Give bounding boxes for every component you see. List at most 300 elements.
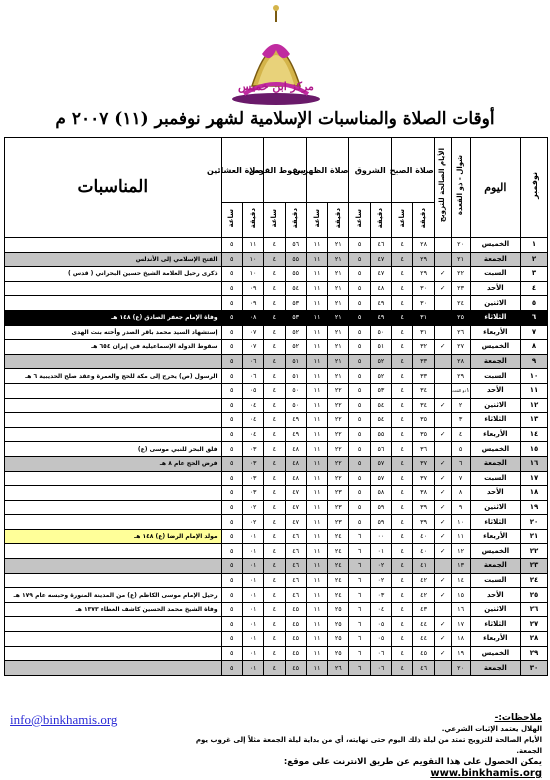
dhuhr-minute: ٢٥ <box>328 632 349 647</box>
fajr-hour: ٤ <box>392 310 413 325</box>
notes-title: ملاحظات:- <box>494 713 542 723</box>
hijri-date: ٢ <box>451 398 470 413</box>
sunset-hour: ٤ <box>264 398 285 413</box>
isha-minute: ٠٢ <box>242 500 263 515</box>
isha-minute: ٠١ <box>242 632 263 647</box>
sunset-hour: ٤ <box>264 427 285 442</box>
sunrise-hour: ٥ <box>349 398 370 413</box>
table-row <box>5 515 548 530</box>
sunrise-hour: ٦ <box>349 544 370 559</box>
sunrise-minute: ٠٣ <box>370 588 391 603</box>
table-row <box>5 354 548 369</box>
website-text: يمكن الحصول على هذا التقويم عن طريق الانترنت على موقع: <box>283 757 542 767</box>
fajr-minute: ٣١ <box>413 325 434 340</box>
isha-minute: ٠٥ <box>242 383 263 398</box>
day-name: الخميس <box>470 442 520 457</box>
day-name: السبت <box>470 267 520 282</box>
sunset-minute: ٤٨ <box>285 442 306 457</box>
fajr-hour: ٤ <box>392 267 413 282</box>
day-number: ١٨ <box>521 486 548 501</box>
event-text <box>5 486 222 501</box>
isha-hour: ٥ <box>221 310 242 325</box>
sunrise-minute: ٥٠ <box>370 325 391 340</box>
sunset-hour: ٤ <box>264 442 285 457</box>
table-row <box>5 632 548 647</box>
dhuhr-minute: ٢٢ <box>328 471 349 486</box>
sunset-hour: ٤ <box>264 252 285 267</box>
fajr-hour: ٤ <box>392 281 413 296</box>
event-text <box>5 383 222 398</box>
hijri-date: ٧ <box>451 471 470 486</box>
sunset-minute: ٤٩ <box>285 413 306 428</box>
sunrise-minute: ٥٤ <box>370 413 391 428</box>
sunset-minute: ٥٦ <box>285 238 306 253</box>
marriage-check: ✓ <box>434 471 451 486</box>
sunrise-minute: ٥٥ <box>370 427 391 442</box>
isha-hour: ٥ <box>221 340 242 355</box>
sunset-minute: ٥٢ <box>285 340 306 355</box>
fajr-hour: ٤ <box>392 238 413 253</box>
day-name: الجمعة <box>470 661 520 676</box>
dhuhr-hour: ١١ <box>306 632 327 647</box>
day-number: ٢٦ <box>521 602 548 617</box>
event-text: ذكرى رحيل العلامة الشيخ حسين البحراني ( قدس ) <box>5 267 222 282</box>
marriage-check <box>434 354 451 369</box>
table-row <box>5 238 548 253</box>
day-name: الجمعة <box>470 456 520 471</box>
day-name: الأحد <box>470 383 520 398</box>
day-name: الجمعة <box>470 354 520 369</box>
sunrise-minute: ٠٢ <box>370 559 391 574</box>
day-number: ١٢ <box>521 398 548 413</box>
sunset-hour: ٤ <box>264 661 285 676</box>
event-text <box>5 573 222 588</box>
table-row <box>5 427 548 442</box>
dhuhr-minute: ٢٤ <box>328 588 349 603</box>
isha-minute: ٠٧ <box>242 340 263 355</box>
sunset-minute: ٤٦ <box>285 544 306 559</box>
fajr-minute: ٣٠ <box>413 281 434 296</box>
event-text <box>5 238 222 253</box>
dhuhr-hour: ١١ <box>306 398 327 413</box>
day-number: ٣٠ <box>521 661 548 676</box>
hijri-date: ٨ <box>451 486 470 501</box>
day-name: السبت <box>470 573 520 588</box>
fajr-minute: ٣٤ <box>413 383 434 398</box>
dhuhr-hour: ١١ <box>306 281 327 296</box>
table-row <box>5 383 548 398</box>
hijri-date: ١٥ <box>451 588 470 603</box>
isha-hour: ٥ <box>221 369 242 384</box>
day-number: ٢٨ <box>521 632 548 647</box>
marriage-check <box>434 296 451 311</box>
table-row <box>5 529 548 544</box>
fajr-minute: ٣٢ <box>413 340 434 355</box>
sunset-minute: ٥٣ <box>285 310 306 325</box>
sunset-minute: ٤٦ <box>285 559 306 574</box>
day-name: الاثنين <box>470 500 520 515</box>
header-hour: ساعة <box>269 208 278 228</box>
marriage-check <box>434 310 451 325</box>
dhuhr-minute: ٢١ <box>328 340 349 355</box>
table-row <box>5 500 548 515</box>
dhuhr-hour: ١١ <box>306 383 327 398</box>
hijri-date: ٢٠ <box>451 238 470 253</box>
fajr-hour: ٤ <box>392 632 413 647</box>
hijri-date: ١٢ <box>451 544 470 559</box>
fajr-minute: ٤٢ <box>413 573 434 588</box>
sunrise-hour: ٦ <box>349 559 370 574</box>
isha-hour: ٥ <box>221 559 242 574</box>
sunset-minute: ٥٣ <box>285 296 306 311</box>
day-name: السبت <box>470 471 520 486</box>
isha-minute: ٠٢ <box>242 515 263 530</box>
header-hijri: شوال - ذو القعدة <box>456 155 465 216</box>
fajr-hour: ٤ <box>392 588 413 603</box>
isha-minute: ٠١ <box>242 661 263 676</box>
dhuhr-hour: ١١ <box>306 646 327 661</box>
sunrise-minute: ٠٤ <box>370 602 391 617</box>
hijri-date: ١٩ <box>451 646 470 661</box>
sunset-hour: ٤ <box>264 573 285 588</box>
fajr-hour: ٤ <box>392 427 413 442</box>
table-row <box>5 442 548 457</box>
event-text <box>5 559 222 574</box>
header-isha: صلاة العشائين <box>221 138 264 203</box>
day-number: ٣ <box>521 267 548 282</box>
fajr-minute: ٣٤ <box>413 398 434 413</box>
day-number: ٦ <box>521 310 548 325</box>
day-name: الاثنين <box>470 296 520 311</box>
dhuhr-minute: ٢٥ <box>328 617 349 632</box>
sunrise-hour: ٥ <box>349 456 370 471</box>
event-text <box>5 632 222 647</box>
fajr-minute: ٣٥ <box>413 413 434 428</box>
website-line <box>182 757 542 780</box>
dhuhr-hour: ١١ <box>306 340 327 355</box>
logo-text: مركز ابن خميس <box>238 80 314 93</box>
header-minute: دقيقة <box>333 207 342 229</box>
fajr-hour: ٤ <box>392 646 413 661</box>
sunrise-hour: ٥ <box>349 383 370 398</box>
sunrise-hour: ٥ <box>349 500 370 515</box>
isha-minute: ٠٦ <box>242 354 263 369</box>
sunrise-hour: ٥ <box>349 238 370 253</box>
isha-hour: ٥ <box>221 486 242 501</box>
isha-hour: ٥ <box>221 632 242 647</box>
sunrise-hour: ٦ <box>349 529 370 544</box>
sunset-hour: ٤ <box>264 456 285 471</box>
fajr-minute: ٣٣ <box>413 369 434 384</box>
sunrise-hour: ٦ <box>349 661 370 676</box>
marriage-check <box>434 325 451 340</box>
day-number: ١٩ <box>521 500 548 515</box>
isha-hour: ٥ <box>221 646 242 661</box>
fajr-minute: ٣١ <box>413 310 434 325</box>
sunset-hour: ٤ <box>264 325 285 340</box>
sunrise-minute: ٠٠ <box>370 529 391 544</box>
header-events: المناسبات <box>5 138 222 238</box>
dhuhr-minute: ٢٥ <box>328 602 349 617</box>
header-dhuhr: صلاة الظهرين <box>306 138 349 203</box>
marriage-check: ✓ <box>434 267 451 282</box>
event-text <box>5 471 222 486</box>
event-text <box>5 515 222 530</box>
hijri-date: ٢٨ <box>451 354 470 369</box>
day-number: ٢ <box>521 252 548 267</box>
sunrise-hour: ٥ <box>349 281 370 296</box>
day-name: الاثنين <box>470 398 520 413</box>
fajr-hour: ٤ <box>392 252 413 267</box>
website-link[interactable]: www.binkhamis.org <box>430 768 542 779</box>
event-text: إستشهاد السيد محمد باقر الصدر وأخته بنت الهدى <box>5 325 222 340</box>
sunset-minute: ٤٥ <box>285 617 306 632</box>
dhuhr-hour: ١١ <box>306 296 327 311</box>
day-number: ٩ <box>521 354 548 369</box>
event-text: فرض الحج عام ٨ هـ <box>5 456 222 471</box>
fajr-hour: ٤ <box>392 369 413 384</box>
fajr-hour: ٤ <box>392 340 413 355</box>
header-sunset: سقوط القرص <box>264 138 307 203</box>
isha-hour: ٥ <box>221 383 242 398</box>
sunrise-hour: ٦ <box>349 646 370 661</box>
sunset-hour: ٤ <box>264 267 285 282</box>
header-minute: دقيقة <box>419 207 428 229</box>
marriage-check: ✓ <box>434 500 451 515</box>
table-row <box>5 486 548 501</box>
fajr-minute: ٣٣ <box>413 354 434 369</box>
isha-minute: ١٠ <box>242 252 263 267</box>
isha-hour: ٥ <box>221 325 242 340</box>
fajr-minute: ٢٩ <box>413 267 434 282</box>
marriage-check <box>434 369 451 384</box>
dhuhr-hour: ١١ <box>306 544 327 559</box>
marriage-check <box>434 602 451 617</box>
table-row <box>5 413 548 428</box>
isha-minute: ٠١ <box>242 529 263 544</box>
day-number: ٥ <box>521 296 548 311</box>
fajr-minute: ٤٠ <box>413 529 434 544</box>
day-number: ٢٠ <box>521 515 548 530</box>
isha-minute: ٠٨ <box>242 310 263 325</box>
table-row <box>5 369 548 384</box>
header-hour: ساعة <box>355 208 364 228</box>
sunrise-minute: ٤٦ <box>370 238 391 253</box>
day-name: الأحد <box>470 486 520 501</box>
day-name: الثلاثاء <box>470 515 520 530</box>
dhuhr-hour: ١١ <box>306 602 327 617</box>
sunrise-minute: ٤٨ <box>370 281 391 296</box>
sunrise-hour: ٥ <box>349 354 370 369</box>
dhuhr-minute: ٢١ <box>328 252 349 267</box>
fajr-minute: ٤٠ <box>413 544 434 559</box>
day-number: ١٥ <box>521 442 548 457</box>
header-fajr: صلاة الصبح <box>392 138 435 203</box>
day-number: ١٠ <box>521 369 548 384</box>
marriage-check: ✓ <box>434 573 451 588</box>
day-name: الثلاثاء <box>470 413 520 428</box>
sunrise-hour: ٥ <box>349 413 370 428</box>
isha-hour: ٥ <box>221 573 242 588</box>
sunrise-hour: ٥ <box>349 267 370 282</box>
day-name: الأحد <box>470 588 520 603</box>
dhuhr-hour: ١١ <box>306 617 327 632</box>
fajr-hour: ٤ <box>392 661 413 676</box>
day-number: ١٦ <box>521 456 548 471</box>
fajr-hour: ٤ <box>392 442 413 457</box>
isha-minute: ٠٣ <box>242 456 263 471</box>
day-number: ٢٣ <box>521 559 548 574</box>
day-name: الأحد <box>470 281 520 296</box>
sunset-minute: ٤٥ <box>285 602 306 617</box>
dhuhr-hour: ١١ <box>306 588 327 603</box>
sunset-minute: ٤٧ <box>285 500 306 515</box>
fajr-hour: ٤ <box>392 602 413 617</box>
isha-minute: ٠١ <box>242 544 263 559</box>
isha-hour: ٥ <box>221 427 242 442</box>
dhuhr-minute: ٢٣ <box>328 486 349 501</box>
isha-minute: ٠٤ <box>242 413 263 428</box>
dhuhr-hour: ١١ <box>306 486 327 501</box>
fajr-minute: ٤٤ <box>413 617 434 632</box>
fajr-minute: ٣٥ <box>413 427 434 442</box>
dhuhr-minute: ٢١ <box>328 281 349 296</box>
sunset-minute: ٤٦ <box>285 529 306 544</box>
day-name: الأربعاء <box>470 529 520 544</box>
header-hour: ساعة <box>227 208 236 228</box>
day-name: السبت <box>470 369 520 384</box>
day-name: الثلاثاء <box>470 310 520 325</box>
sunrise-hour: ٥ <box>349 252 370 267</box>
hijri-date: ٢١ <box>451 252 470 267</box>
marriage-check: ✓ <box>434 486 451 501</box>
header-minute: دقيقة <box>248 207 257 229</box>
marriage-check <box>434 442 451 457</box>
sunrise-hour: ٥ <box>349 340 370 355</box>
table-row <box>5 398 548 413</box>
sunrise-minute: ٥٧ <box>370 471 391 486</box>
dhuhr-hour: ١١ <box>306 252 327 267</box>
sunset-hour: ٤ <box>264 369 285 384</box>
fajr-minute: ٤٢ <box>413 588 434 603</box>
sunrise-minute: ٥٣ <box>370 383 391 398</box>
table-row <box>5 456 548 471</box>
sunset-minute: ٤٧ <box>285 486 306 501</box>
sunset-minute: ٥٥ <box>285 252 306 267</box>
event-text: سقوط الدولة الإسماعيلية في إيران ٦٥٤ هـ <box>5 340 222 355</box>
fajr-hour: ٤ <box>392 500 413 515</box>
dhuhr-hour: ١١ <box>306 529 327 544</box>
sunset-hour: ٤ <box>264 617 285 632</box>
table-row <box>5 310 548 325</box>
isha-minute: ٠٣ <box>242 471 263 486</box>
dhuhr-hour: ١١ <box>306 310 327 325</box>
hijri-date: ١٧ <box>451 617 470 632</box>
fajr-minute: ٤١ <box>413 559 434 574</box>
fajr-minute: ٣٩ <box>413 515 434 530</box>
sunrise-minute: ٠١ <box>370 544 391 559</box>
event-text <box>5 354 222 369</box>
hijri-date: ١٤ <box>451 573 470 588</box>
dhuhr-hour: ١١ <box>306 456 327 471</box>
sunrise-minute: ٥٢ <box>370 354 391 369</box>
isha-hour: ٥ <box>221 661 242 676</box>
day-number: ١١ <box>521 383 548 398</box>
sunset-minute: ٥٢ <box>285 325 306 340</box>
sunset-minute: ٥٠ <box>285 398 306 413</box>
hijri-date: ١٨ <box>451 632 470 647</box>
isha-hour: ٥ <box>221 413 242 428</box>
dhuhr-hour: ١١ <box>306 515 327 530</box>
dhuhr-hour: ١١ <box>306 369 327 384</box>
isha-hour: ٥ <box>221 471 242 486</box>
marriage-check: ✓ <box>434 588 451 603</box>
fajr-hour: ٤ <box>392 529 413 544</box>
dhuhr-minute: ٢٢ <box>328 383 349 398</box>
event-text <box>5 427 222 442</box>
event-text: الفتح الإسلامي إلى الأندلس <box>5 252 222 267</box>
day-name: الخميس <box>470 238 520 253</box>
logo-emblem <box>222 4 330 106</box>
sunset-hour: ٤ <box>264 310 285 325</box>
fajr-minute: ٣٩ <box>413 500 434 515</box>
header-hour: ساعة <box>397 208 406 228</box>
fajr-hour: ٤ <box>392 544 413 559</box>
fajr-hour: ٤ <box>392 559 413 574</box>
sunrise-minute: ٥٢ <box>370 369 391 384</box>
header-day: اليوم <box>484 180 507 194</box>
marriage-check: ✓ <box>434 632 451 647</box>
fajr-minute: ٣٧ <box>413 471 434 486</box>
isha-minute: ٠١ <box>242 617 263 632</box>
isha-minute: ٠١ <box>242 646 263 661</box>
fajr-minute: ٣٧ <box>413 456 434 471</box>
isha-minute: ٠١ <box>242 573 263 588</box>
event-text <box>5 281 222 296</box>
table-row <box>5 617 548 632</box>
dhuhr-minute: ٢١ <box>328 354 349 369</box>
email-link[interactable]: info@binkhamis.org <box>10 712 118 727</box>
dhuhr-hour: ١١ <box>306 661 327 676</box>
sunset-minute: ٥٤ <box>285 281 306 296</box>
day-name: الخميس <box>470 544 520 559</box>
day-name: الأربعاء <box>470 632 520 647</box>
hijri-month: ذو القعدة <box>450 388 467 394</box>
dhuhr-hour: ١١ <box>306 354 327 369</box>
dhuhr-minute: ٢٤ <box>328 529 349 544</box>
fajr-minute: ٢٩ <box>413 252 434 267</box>
sunset-minute: ٥١ <box>285 369 306 384</box>
isha-minute: ٠٣ <box>242 486 263 501</box>
event-text <box>5 544 222 559</box>
sunset-minute: ٥٠ <box>285 383 306 398</box>
table-row <box>5 252 548 267</box>
fajr-minute: ٤٦ <box>413 661 434 676</box>
marriage-check: ✓ <box>434 340 451 355</box>
isha-hour: ٥ <box>221 529 242 544</box>
table-row <box>5 544 548 559</box>
day-number: ١٣ <box>521 413 548 428</box>
table-row <box>5 267 548 282</box>
marriage-check <box>434 252 451 267</box>
sunset-hour: ٤ <box>264 515 285 530</box>
dhuhr-minute: ٢١ <box>328 310 349 325</box>
hijri-date: ٦ <box>451 456 470 471</box>
marriage-check <box>434 661 451 676</box>
day-name: الجمعة <box>470 559 520 574</box>
dhuhr-minute: ٢٢ <box>328 398 349 413</box>
table-row <box>5 588 548 603</box>
